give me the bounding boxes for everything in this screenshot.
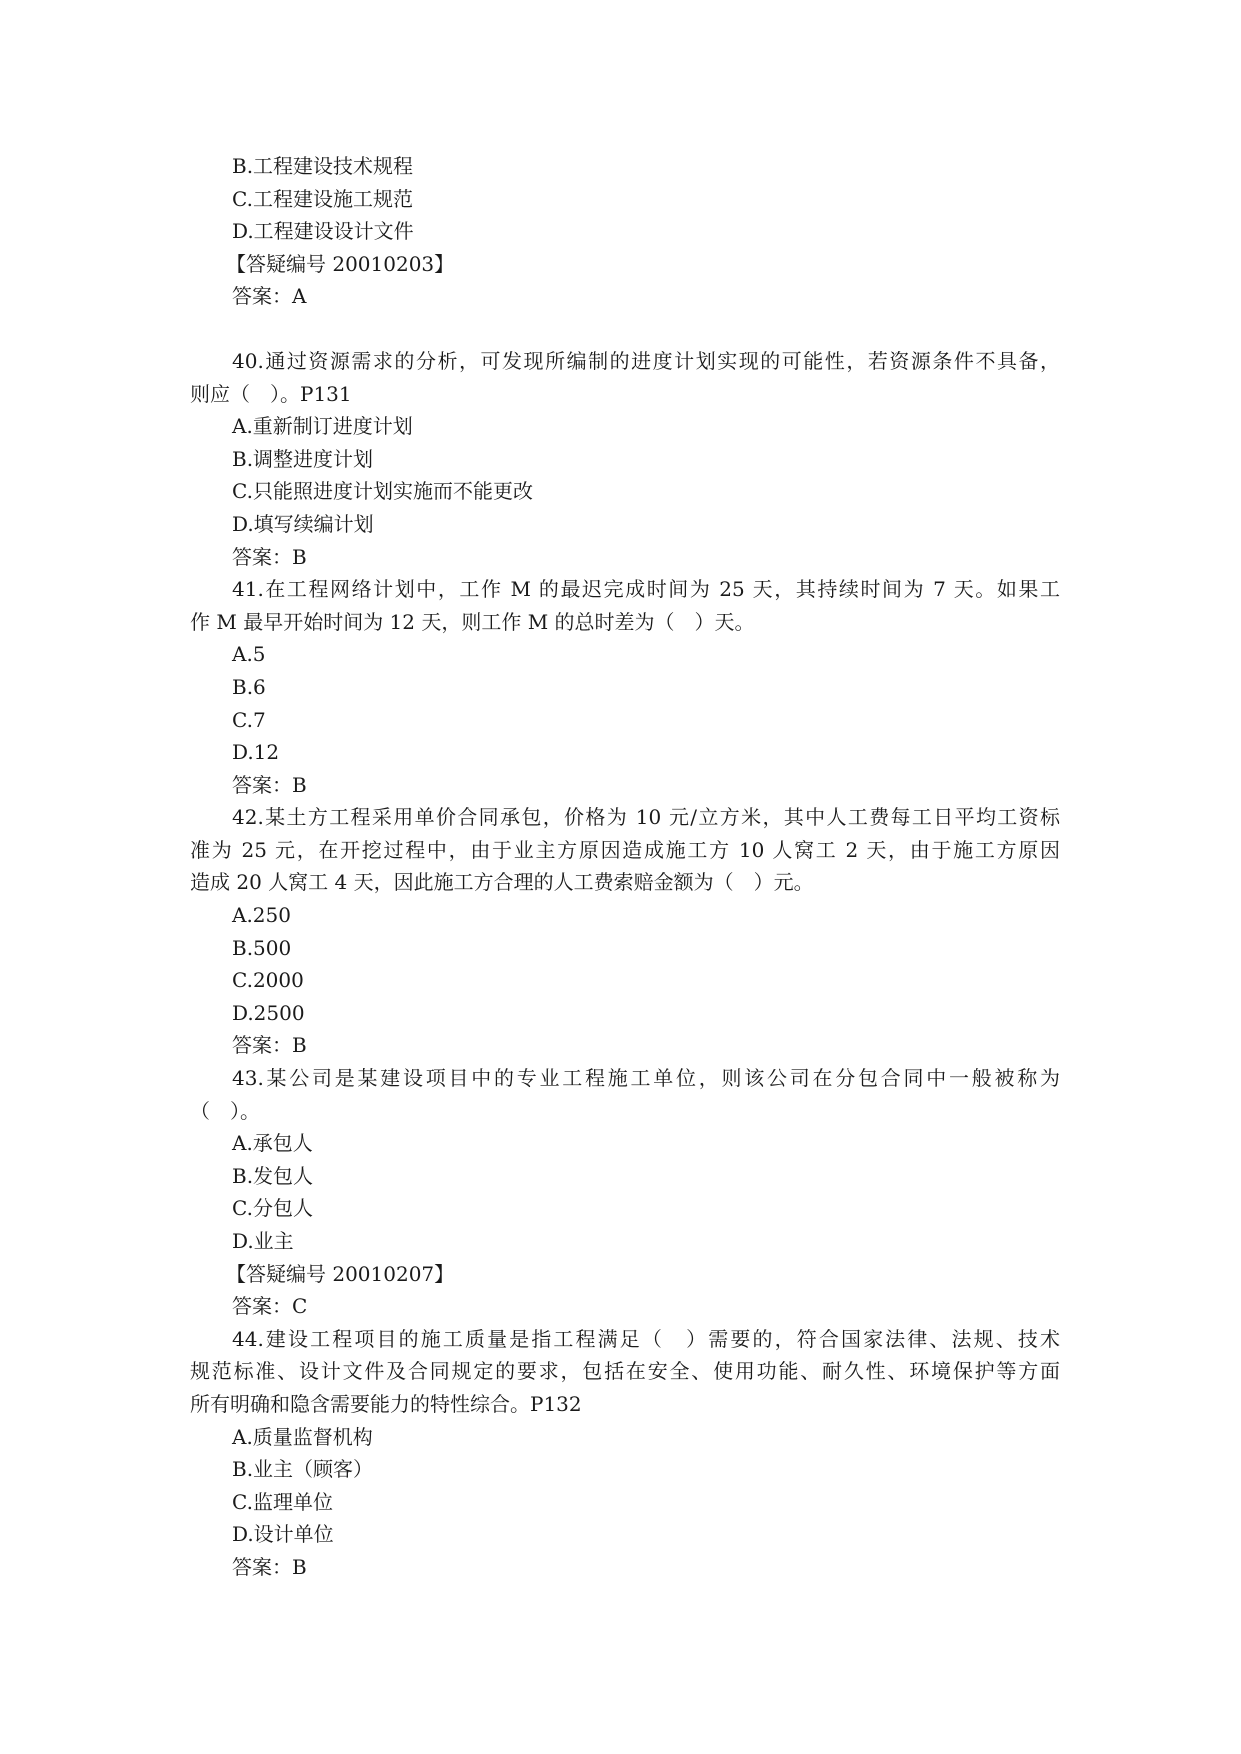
option-c: C.2000 [232,968,304,993]
option-d: D.2500 [232,1000,305,1025]
option-a: A.重新制订进度计划 [232,414,413,439]
option-a: A.250 [232,903,291,928]
option-a: A.承包人 [232,1131,313,1156]
option-c: C.只能照进度计划实施而不能更改 [232,479,533,504]
faq-reference: 【答疑编号 20010203】 [226,251,455,276]
answer: 答案：C [232,1294,308,1319]
question-text-line: 作 M 最早开始时间为 12 天，则工作 M 的总时差为（ ）天。 [190,609,755,634]
option-c: C.分包人 [232,1196,313,1221]
question-text-line: 规范标准、设计文件及合同规定的要求，包括在安全、使用功能、耐久性、环境保护等方面 [190,1359,1060,1384]
option-d: D.填写续编计划 [232,511,374,536]
option-b: B.500 [232,935,292,960]
question-text-line: 准为 25 元，在开挖过程中，由于业主方原因造成施工方 10 人窝工 2 天，由于施工方原因 [190,837,1060,862]
option-d: D.12 [232,740,280,765]
question-text-line: 则应（ ）。P131 [190,381,352,406]
question-41 [190,573,1060,801]
option-d: D.设计单位 [232,1522,334,1547]
question-43 [190,1062,1060,1323]
faq-reference: 【答疑编号 20010207】 [226,1261,455,1286]
question-text-line: 42.某土方工程采用单价合同承包，价格为 10 元/立方米，其中人工费每工日平均工资标 [232,805,1060,830]
option-d: D.工程建设设计文件 [232,219,414,244]
answer: 答案：B [232,1033,307,1058]
option-c: C.7 [232,707,266,732]
blank-line [190,313,1060,345]
option-a: A.质量监督机构 [232,1424,373,1449]
option-d: D.业主 [232,1229,294,1253]
option-b: B.6 [232,674,266,699]
option-c: C.工程建设施工规范 [232,186,413,211]
answer: 答案：B [232,772,307,797]
option-b: B.发包人 [232,1163,314,1188]
question-text-line: （ ）。 [190,1098,260,1123]
question-40 [190,345,1060,573]
answer: 答案：B [232,1554,307,1579]
question-text-line: 所有明确和隐含需要能力的特性综合。P132 [190,1391,582,1416]
question-text-line: 40.通过资源需求的分析，可发现所编制的进度计划实现的可能性，若资源条件不具备， [232,348,1060,373]
option-b: B.业主（顾客） [232,1457,374,1482]
text-column [190,150,1060,1584]
option-a: A.5 [232,642,266,667]
option-b: B.工程建设技术规程 [232,154,414,178]
question-text-line: 44.建设工程项目的施工质量是指工程满足（ ）需要的，符合国家法律、法规、技术 [232,1326,1060,1351]
question-text-line: 41.在工程网络计划中，工作 M 的最迟完成时间为 25 天，其持续时间为 7 天。如果工 [232,577,1060,602]
question-42 [190,801,1060,1062]
question-44 [190,1323,1060,1584]
answer: 答案：A [232,284,307,309]
answer: 答案：B [232,544,307,569]
option-b: B.调整进度计划 [232,446,374,471]
question-39-continued [190,150,1060,313]
question-text-line: 43.某公司是某建设项目中的专业工程施工单位，则该公司在分包合同中一般被称为 [232,1066,1060,1091]
question-text-line: 造成 20 人窝工 4 天，因此施工方合理的人工费索赔金额为（ ）元。 [190,870,814,895]
option-c: C.监理单位 [232,1489,333,1514]
